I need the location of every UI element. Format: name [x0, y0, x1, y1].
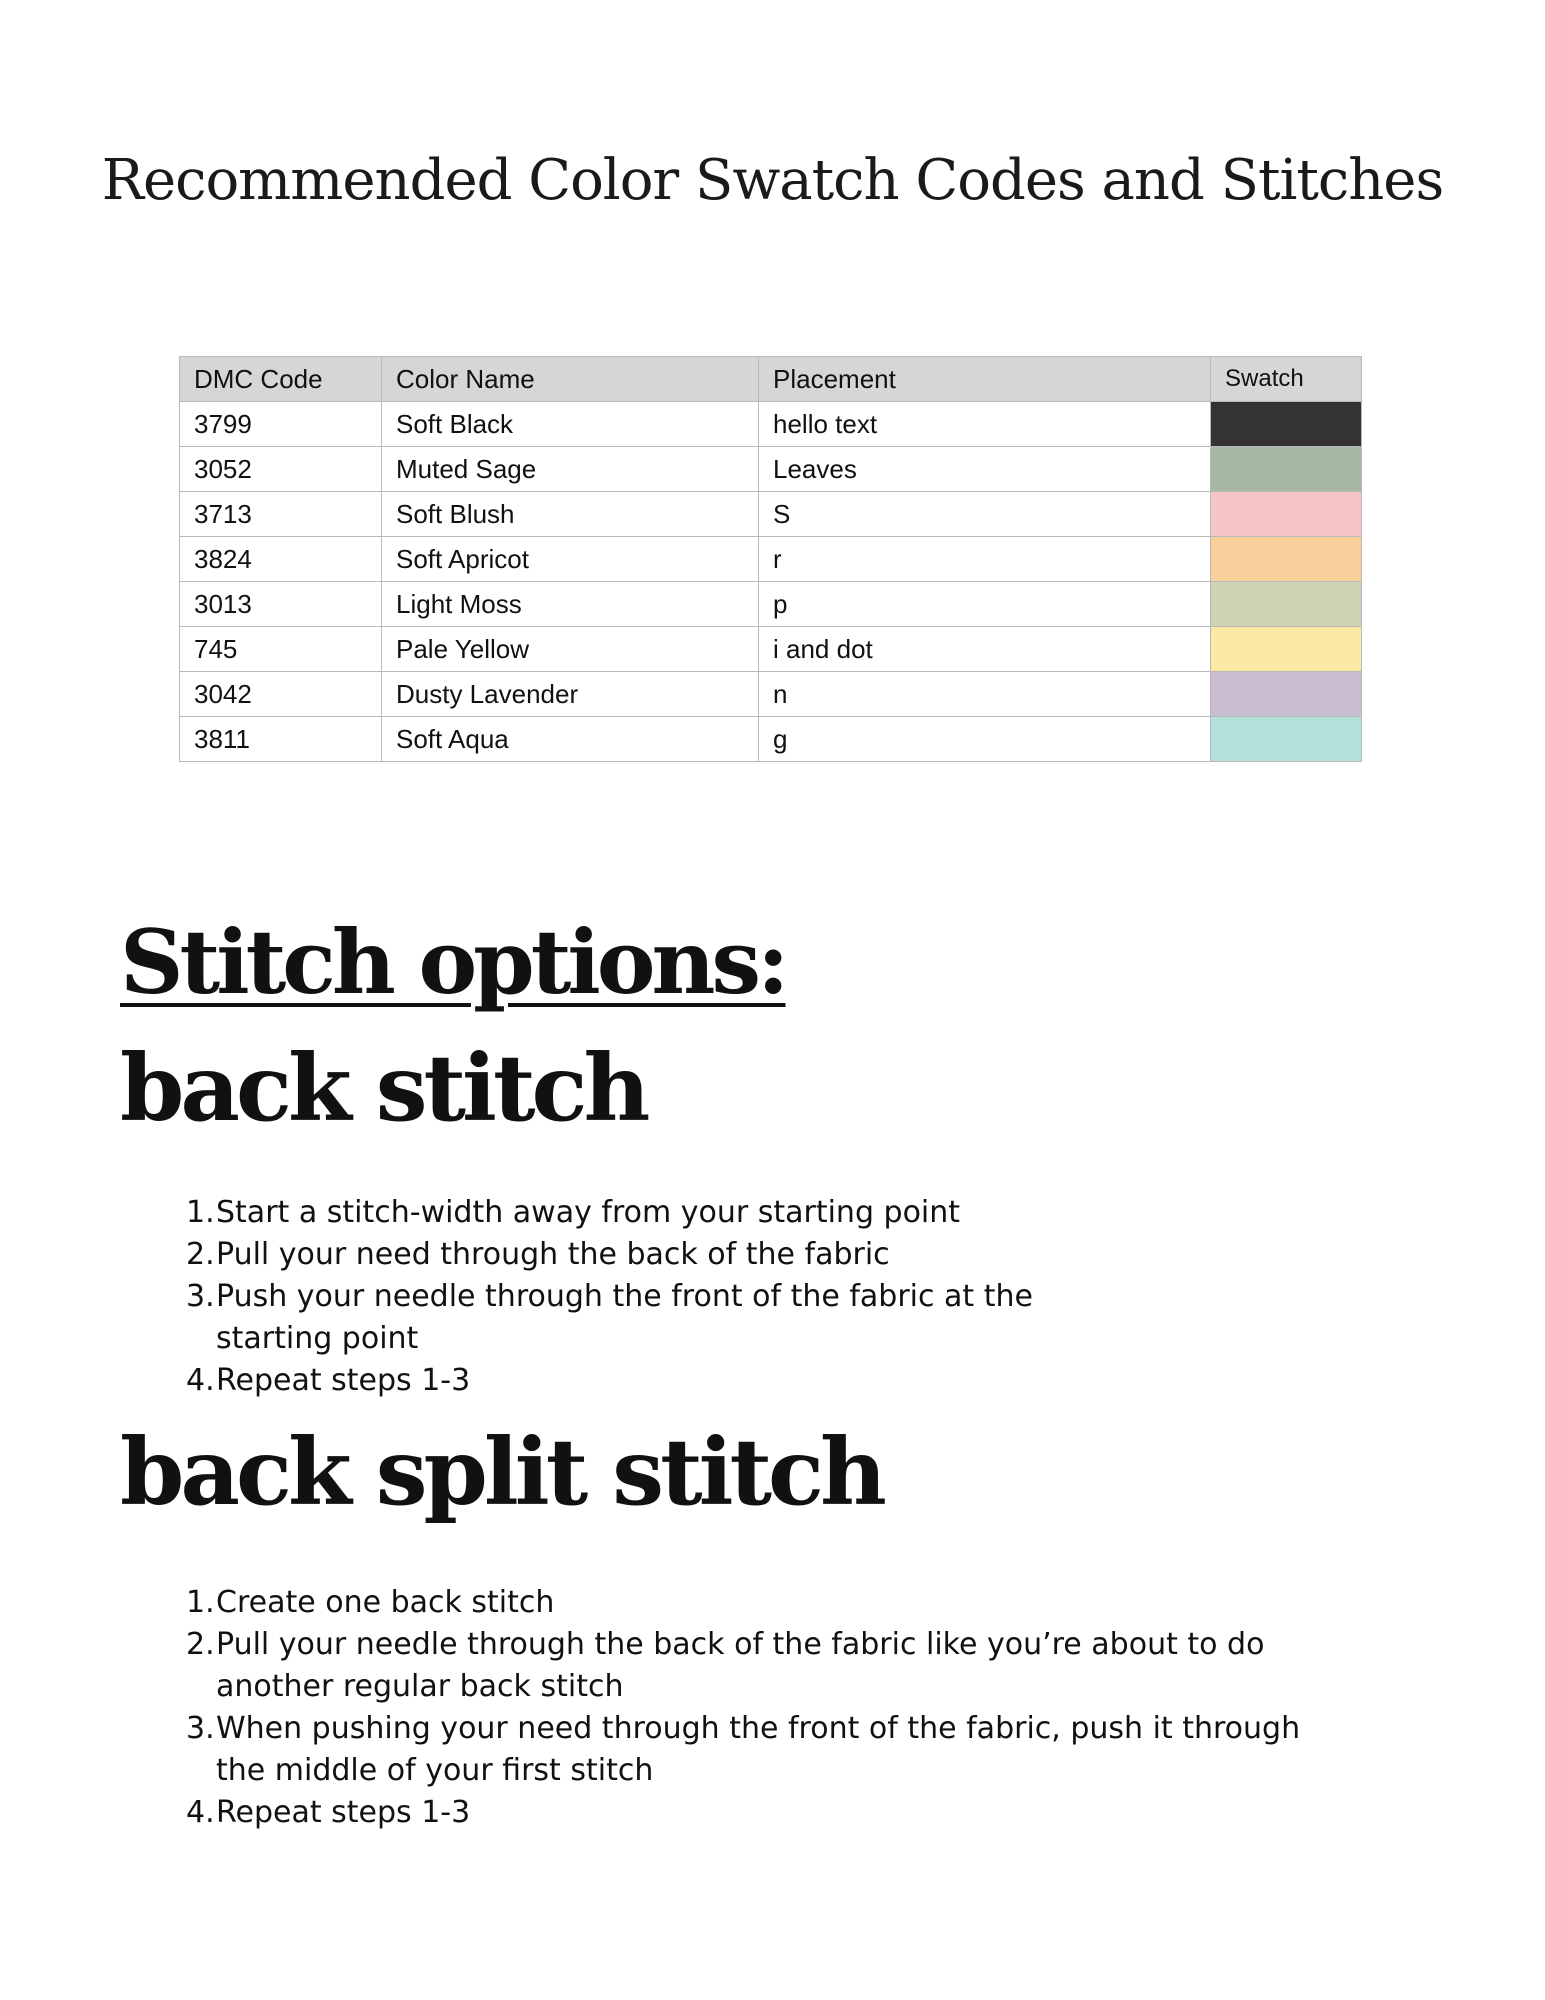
step-number: 4.	[186, 1363, 215, 1398]
swatch-cell	[1211, 582, 1362, 627]
color-name-cell: Dusty Lavender	[382, 672, 759, 717]
list-item	[186, 1792, 1396, 1834]
table-row	[180, 447, 1362, 492]
swatch-cell	[1211, 672, 1362, 717]
back-split-stitch-steps	[186, 1582, 1396, 1834]
swatch-cell	[1211, 402, 1362, 447]
placement-cell: g	[759, 717, 1211, 762]
list-item	[186, 1708, 1336, 1792]
step-number: 3.	[186, 1711, 215, 1746]
step-number: 1.	[186, 1585, 215, 1620]
list-item	[186, 1276, 1036, 1360]
table-row	[180, 582, 1362, 627]
swatch-table	[179, 356, 1362, 762]
step-text: Pull your need through the back of the fabric	[216, 1237, 890, 1272]
swatch-cell	[1211, 447, 1362, 492]
list-item	[186, 1234, 1396, 1276]
dmc-code-cell: 3811	[180, 717, 382, 762]
table-row	[180, 537, 1362, 582]
swatch-cell	[1211, 537, 1362, 582]
swatch-cell	[1211, 627, 1362, 672]
step-text: Repeat steps 1-3	[216, 1795, 471, 1830]
step-text: Push your needle through the front of the fabric at the starting point	[216, 1279, 1033, 1356]
table-row	[180, 627, 1362, 672]
step-number: 2.	[186, 1237, 215, 1272]
step-text: When pushing your need through the front of the fabric, push it through the middle of your first stitch	[216, 1711, 1301, 1788]
dmc-code-cell: 3713	[180, 492, 382, 537]
placement-cell: Leaves	[759, 447, 1211, 492]
table-row	[180, 672, 1362, 717]
color-name-cell: Soft Apricot	[382, 537, 759, 582]
column-header-dmc-code: DMC Code	[180, 357, 382, 402]
column-header-swatch: Swatch	[1211, 357, 1362, 402]
step-text: Pull your needle through the back of the fabric like you’re about to do another regular back stitch	[216, 1627, 1265, 1704]
dmc-code-cell: 3052	[180, 447, 382, 492]
step-text: Start a stitch-width away from your starting point	[216, 1195, 961, 1230]
dmc-code-cell: 3042	[180, 672, 382, 717]
column-header-placement: Placement	[759, 357, 1211, 402]
color-name-cell: Pale Yellow	[382, 627, 759, 672]
dmc-code-cell: 3799	[180, 402, 382, 447]
step-number: 2.	[186, 1627, 215, 1662]
back-split-stitch-heading: back split stitch	[120, 1418, 883, 1526]
page-title: Recommended Color Swatch Codes and Stitches	[101, 148, 1444, 213]
column-header-color-name: Color Name	[382, 357, 759, 402]
stitch-options-heading: Stitch options:	[120, 910, 786, 1014]
placement-cell: r	[759, 537, 1211, 582]
step-number: 3.	[186, 1279, 215, 1314]
placement-cell: S	[759, 492, 1211, 537]
dmc-code-cell: 745	[180, 627, 382, 672]
table-body	[180, 402, 1362, 762]
step-text: Repeat steps 1-3	[216, 1363, 471, 1398]
table-row	[180, 492, 1362, 537]
color-name-cell: Soft Blush	[382, 492, 759, 537]
dmc-code-cell: 3013	[180, 582, 382, 627]
placement-cell: p	[759, 582, 1211, 627]
color-name-cell: Soft Black	[382, 402, 759, 447]
step-number: 4.	[186, 1795, 215, 1830]
step-text: Create one back stitch	[216, 1585, 555, 1620]
table-row	[180, 717, 1362, 762]
back-stitch-steps	[186, 1192, 1396, 1402]
placement-cell: hello text	[759, 402, 1211, 447]
list-item	[186, 1624, 1376, 1708]
dmc-code-cell: 3824	[180, 537, 382, 582]
swatch-cell	[1211, 492, 1362, 537]
color-name-cell: Muted Sage	[382, 447, 759, 492]
placement-cell: n	[759, 672, 1211, 717]
color-name-cell: Soft Aqua	[382, 717, 759, 762]
table-header-row	[180, 357, 1362, 402]
swatch-cell	[1211, 717, 1362, 762]
list-item	[186, 1360, 1396, 1402]
list-item	[186, 1192, 1396, 1234]
table-row	[180, 402, 1362, 447]
list-item	[186, 1582, 1396, 1624]
placement-cell: i and dot	[759, 627, 1211, 672]
back-stitch-heading: back stitch	[120, 1034, 647, 1142]
step-number: 1.	[186, 1195, 215, 1230]
color-name-cell: Light Moss	[382, 582, 759, 627]
swatch-table-container	[179, 356, 1361, 762]
